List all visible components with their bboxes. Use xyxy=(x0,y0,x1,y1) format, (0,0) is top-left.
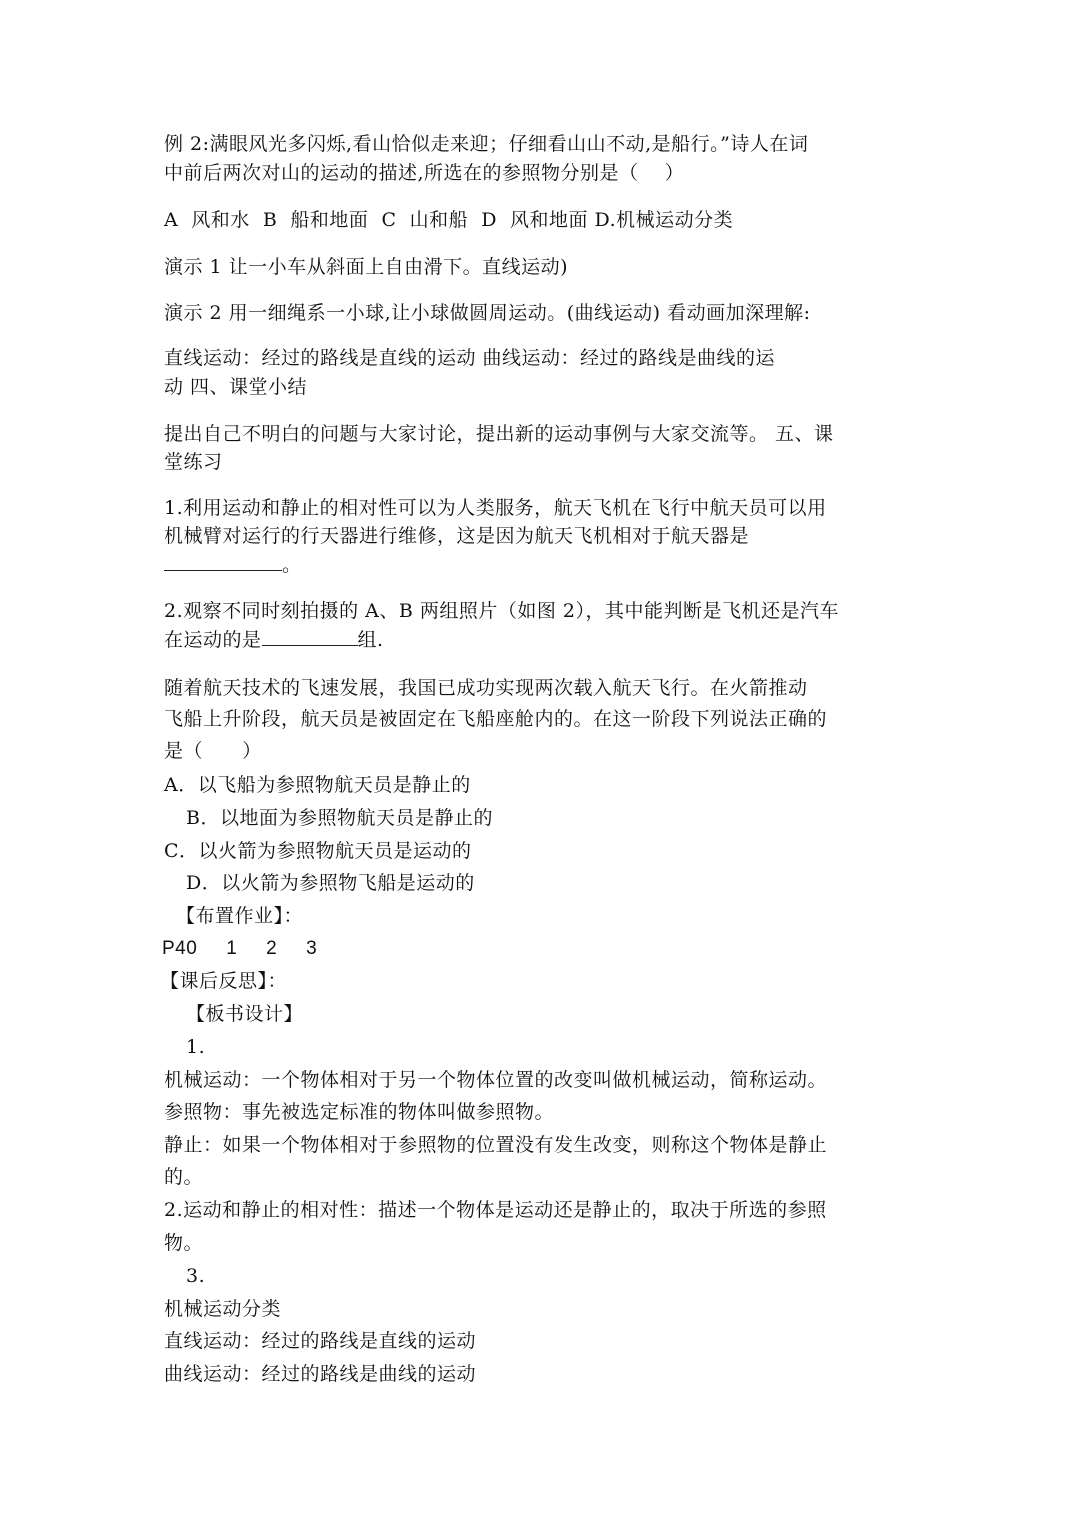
motion-types-line1: 直线运动：经过的路线是直线的运动 曲线运动：经过的路线是曲线的运 xyxy=(164,347,776,369)
board-curved-motion: 曲线运动：经过的路线是曲线的运动 xyxy=(164,1363,477,1385)
demo1-text: 演示 1 让一小车从斜面上自由滑下。直线运动) xyxy=(164,256,569,278)
homework-content: P40 1 2 3 xyxy=(162,938,318,959)
exercise2-line2 xyxy=(164,627,384,653)
board-reference-object: 参照物：事先被选定标准的物体叫做参照物。 xyxy=(164,1101,555,1123)
exercise2-pre: 在运动的是 xyxy=(164,629,262,651)
board-classification: 机械运动分类 xyxy=(164,1298,282,1320)
exercise1-line2: 机械臂对运行的行天器进行维修，这是因为航天飞机相对于航天器是 xyxy=(164,525,750,547)
question3-line1: 随着航天技术的飞速发展，我国已成功实现两次载入航天飞行。在火箭推动 xyxy=(164,677,808,699)
answer-blank xyxy=(164,568,282,571)
example2-line2: 中前后两次对山的运动的描述,所选在的参照物分别是（ ） xyxy=(164,162,685,184)
board-item-3-number: 3. xyxy=(186,1265,206,1287)
question3-option-c: C．以火箭为参照物航天员是运动的 xyxy=(164,840,472,862)
exercise1-line3 xyxy=(164,552,302,578)
exercise2-post: 组. xyxy=(357,629,384,651)
board-relativity-line2: 物。 xyxy=(164,1232,204,1254)
board-relativity-line1: 2.运动和静止的相对性：描述一个物体是运动还是静止的，取决于所选的参照 xyxy=(164,1199,827,1221)
summary-line1: 提出自己不明白的问题与大家讨论，提出新的运动事例与大家交流等。 五、课 xyxy=(164,423,834,445)
reflection-heading: 【课后反思】： xyxy=(160,970,288,992)
board-stillness-line1: 静止：如果一个物体相对于参照物的位置没有发生改变，则称这个物体是静止 xyxy=(164,1134,828,1156)
board-mechanical-motion: 机械运动：一个物体相对于另一个物体位置的改变叫做机械运动，简称运动。 xyxy=(164,1069,828,1091)
board-stillness-line2: 的。 xyxy=(164,1166,204,1188)
exercise2-line1: 2.观察不同时刻拍摄的 A、B 两组照片（如图 2），其中能判断是飞机还是汽车 xyxy=(164,600,840,622)
demo2-text: 演示 2 用一细绳系一小球,让小球做圆周运动。(曲线运动) 看动画加深理解: xyxy=(164,302,811,324)
homework-heading: 【布置作业】： xyxy=(176,905,304,927)
example2-options: A 风和水 B 船和地面 C 山和船 D 风和地面 D.机械运动分类 xyxy=(164,209,734,231)
question3-option-b: B．以地面为参照物航天员是静止的 xyxy=(186,807,493,829)
exercise1-line1: 1.利用运动和静止的相对性可以为人类服务，航天飞机在飞行中航天员可以用 xyxy=(164,497,827,519)
question3-option-a: A．以飞船为参照物航天员是静止的 xyxy=(164,774,471,796)
board-heading: 【板书设计】 xyxy=(186,1003,304,1025)
motion-types-line2: 动 四、课堂小结 xyxy=(164,376,308,398)
board-item-1-number: 1. xyxy=(186,1036,206,1058)
example2-line1: 例 2:满眼风光多闪烁,看山恰似走来迎；仔细看山山不动,是船行。”诗人在词 xyxy=(164,133,809,155)
question3-line2: 飞船上升阶段，航天员是被固定在飞船座舱内的。在这一阶段下列说法正确的 xyxy=(164,708,828,730)
answer-blank xyxy=(262,643,358,646)
question3-line3: 是（ ） xyxy=(164,740,262,762)
exercise1-end: 。 xyxy=(282,554,302,576)
summary-line2: 堂练习 xyxy=(164,451,223,473)
board-straight-motion: 直线运动：经过的路线是直线的运动 xyxy=(164,1330,477,1352)
question3-option-d: D．以火箭为参照物飞船是运动的 xyxy=(186,872,475,894)
